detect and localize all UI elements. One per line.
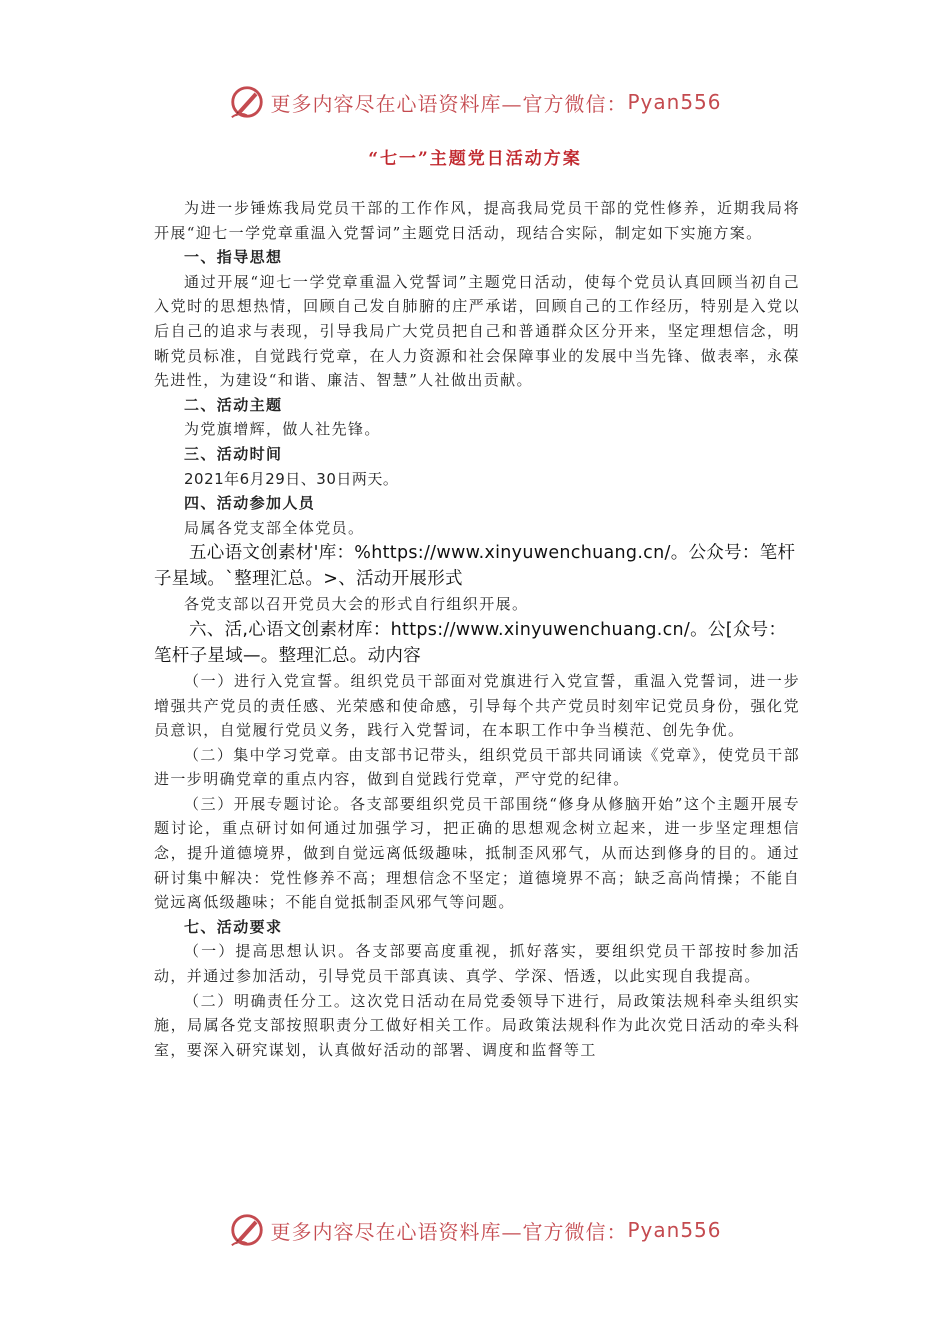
- paragraph-activity-time: 2021年6月29日、30日两天。: [184, 469, 399, 488]
- document-title: “七一”主题党日活动方案: [368, 149, 582, 169]
- heading-activity-theme: 二、活动主题: [184, 395, 283, 414]
- pen-logo-icon: [228, 83, 266, 121]
- paragraph-discussion: （三）开展专题讨论。各支部要组织党员干部围绕“修身从修脑开始”这个主题开展专题讨论，重点研讨如何通过加强学习，把正确的思想观念树立起来，进一步坚定理想信念，提升道德境界，做到自觉远离低级趣味，抵制歪风邪气，从而达到修身的目的。通过研讨集中解决：党性修养不高；理想信念不坚定；道德境界不高；缺乏高尚情操；不能自觉远离低级趣味；不能自觉抵制歪风邪气等问题。: [154, 794, 800, 912]
- heading-participants: 四、活动参加人员: [184, 494, 316, 513]
- banner-wechat: Pyan556: [627, 1218, 722, 1242]
- paragraph-participants: 局属各党支部全体党员。: [184, 518, 365, 537]
- paragraph-oath: （一）进行入党宣誓。组织党员干部面对党旗进行入党宣誓，重温入党誓词，进一步增强共产党员的责任感、光荣感和使命感，引导每个共产党员时刻牢记党员身份，强化党员意识，自觉履行党员义务，践行入党誓词，在本职工作中争当模范、创先争优。: [154, 671, 800, 740]
- paragraph-intro: 为进一步锤炼我局党员干部的工作作风，提高我局党员干部的党性修养，近期我局将开展“迎七一学党章重温入党誓词”主题党日活动，现结合实际，制定如下实施方案。: [154, 199, 800, 242]
- heading-guiding-thought: 一、指导思想: [184, 248, 283, 267]
- heading-requirements: 七、活动要求: [184, 917, 283, 936]
- pen-logo-icon: [228, 1211, 266, 1249]
- footer-banner: [0, 1208, 950, 1252]
- paragraph-section-six: 六、活,心语文创素材库：https://www.xinyuwenchuang.cn/。公[众号：笔杆子星域—。整理汇总。动内容: [154, 619, 787, 666]
- paragraph-awareness: （一）提高思想认识。各支部要高度重视，抓好落实，要组织党员干部按时参加活动，并通过参加活动，引导党员干部真读、真学、学深、悟透，以此实现自我提高。: [154, 942, 800, 986]
- banner-wechat: Pyan556: [627, 90, 722, 114]
- heading-activity-time: 三、活动时间: [184, 444, 283, 463]
- paragraph-responsibility: （二）明确责任分工。这次党日活动在局党委领导下进行，局政策法规科牵头组织实施，局属各党支部按照职责分工做好相关工作。局政策法规科作为此次党日活动的牵头科室，要深入研究谋划，认真做好活动的部署、调度和监督等工: [154, 991, 800, 1059]
- paragraph-guiding-thought: 通过开展“迎七一学党章重温入党誓词”主题党日活动，使每个党员认真回顾当初自己入党时的思想热情，回顾自己发自肺腑的庄严承诺，回顾自己的工作经历，特别是入党以后自己的追求与表现，引导我局广大党员把自己和普通群众区分开来，坚定理想信念，明晰党员标准，自觉践行党章，在人力资源和社会保障事业的发展中当先锋、做表率，永葆先进性，为建设“和谐、廉洁、智慧”人社做出贡献。: [154, 272, 800, 390]
- paragraph-study: （二）集中学习党章。由支部书记带头，组织党员干部共同诵读《党章》，使党员干部进一步明确党章的重点内容，做到自觉践行党章，严守党的纪律。: [154, 745, 800, 789]
- header-banner: [0, 80, 950, 124]
- paragraph-activity-theme: 为党旗增辉，做人社先锋。: [184, 420, 381, 439]
- paragraph-section-five: 五心语文创素材'库：%https://www.xinyuwenchuang.cn/。公众号：笔杆子星域。`整理汇总。>、活动开展形式: [154, 543, 796, 590]
- document-body: [154, 196, 800, 1062]
- paragraph-format: 各党支部以召开党员大会的形式自行组织开展。: [184, 595, 529, 614]
- banner-text: 更多内容尽在心语资料库—官方微信：: [270, 91, 628, 116]
- banner-text: 更多内容尽在心语资料库—官方微信：: [270, 1219, 628, 1244]
